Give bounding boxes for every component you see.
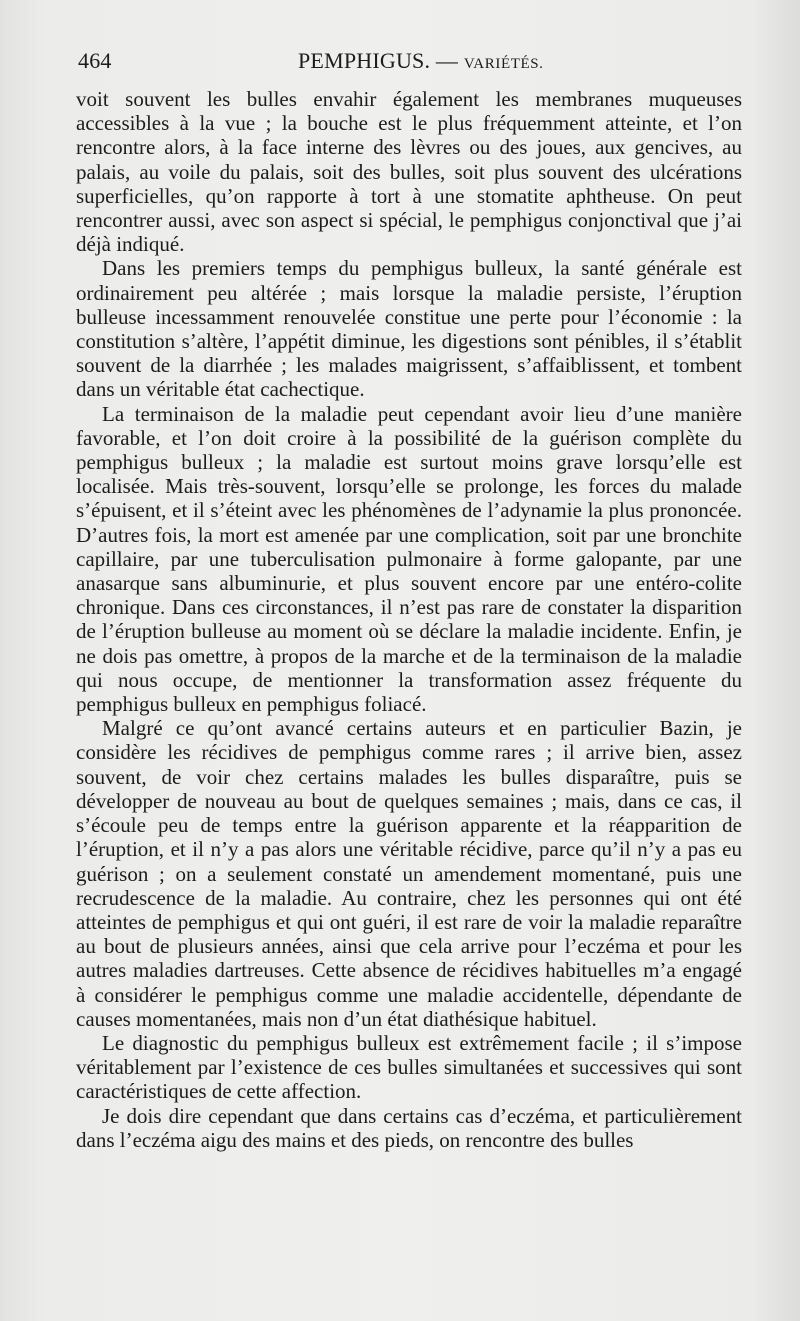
running-header [78, 48, 742, 82]
page-number: 464 [78, 48, 112, 73]
paragraph-termination: La terminaison de la maladie peut cependant avoir lieu d’une manière favorable, et l’on doit croire à la possibilité de la guérison complète du pemphigus bulleux ; la maladie est surtout moins grave lorsqu’elle est localisée. Mais très-souvent, lorsqu’elle se prolonge, les forces du malade s’épuisent, et il s’éteint avec les phénomènes de l’adynamie la plus prononcée. D’autres fois, la mort est amenée par une complication, soit par une bronchite capillaire, par une tuberculisation pulmonaire à forme galopante, par une anasarque sans albuminurie, et plus souvent encore par une entéro-colite chronique. Dans ces circonstances, il n’est pas rare de constater la disparition de l’éruption bulleuse au moment où se déclare la maladie incidente. Enfin, je ne dois pas omettre, à propos de la marche et de la terminaison de la maladie qui nous occupe, de mentionner la transformation assez fréquente du pemphigus bulleux en pemphigus foliacé. [76, 401, 742, 717]
running-title [298, 48, 544, 74]
paragraph-recurrences: Malgré ce qu’ont avancé certains auteurs et en particulier Bazin, je considère les récidives de pemphigus comme rares ; il arrive bien, assez souvent, de voir chez certains malades les bulles disparaître, puis se développer de nouveau au bout de quelques semaines ; mais, dans ce cas, il s’écoule peu de temps entre la guérison apparente et la réapparition de l’éruption, et il n’y a pas alors une véritable récidive, parce qu’il n’y a pas eu guérison ; on a seulement constaté un amendement momentané, puis une recrudescence de la maladie. Au contraire, chez les personnes qui ont été atteintes de pemphigus et qui ont guéri, il est rare de voir la maladie reparaître au bout de plusieurs années, ainsi que cela arrive pour l’eczéma et pour les autres maladies dartreuses. Cette absence de récidives habituelles m’a engagé à considérer le pemphigus comme une maladie accidentelle, dépendante de causes momentanées, mais non d’un état diathésique habituel. [76, 716, 742, 1031]
chapter-title: PEMPHIGUS. [298, 48, 431, 73]
body-text [76, 87, 742, 1152]
paragraph-general-health: Dans les premiers temps du pemphigus bulleux, la santé générale est ordinairement peu altérée ; mais lorsque la maladie persiste, l’éruption bulleuse incessamment renouvelée constitue une perte pour l’économie : la constitution s’altère, l’appétit diminue, les digestions sont pénibles, il s’établit souvent de la diarrhée ; les malades maigrissent, s’affaiblissent, et tombent dans un véritable état cachectique. [76, 256, 742, 402]
title-separator: — [430, 48, 464, 73]
paragraph-diagnosis: Le diagnostic du pemphigus bulleux est extrêmement facile ; il s’impose véritablement par l’existence de ces bulles simultanées et successives qui sont caractéristiques de cette affection. [76, 1030, 742, 1104]
section-subtitle: VARIÉTÉS. [463, 56, 544, 72]
paragraph-continuation: voit souvent les bulles envahir également les membranes muqueuses accessibles à la vue ; la bouche est le plus fréquemment atteinte, et l’on rencontre alors, à la face interne des lèvres ou des joues, aux gencives, au palais, au voile du palais, soit des bulles, soit plus souvent des ulcérations superficielles, qu’on rapporte à tort à une stomatite aphtheuse. On peut rencontrer aussi, avec son aspect si spécial, le pemphigus conjonctival que j’ai déjà indiqué. [76, 87, 742, 257]
paragraph-eczema: Je dois dire cependant que dans certains cas d’eczéma, et particulièrement dans l’eczéma aigu des mains et des pieds, on rencontre des bulles [76, 1103, 742, 1152]
